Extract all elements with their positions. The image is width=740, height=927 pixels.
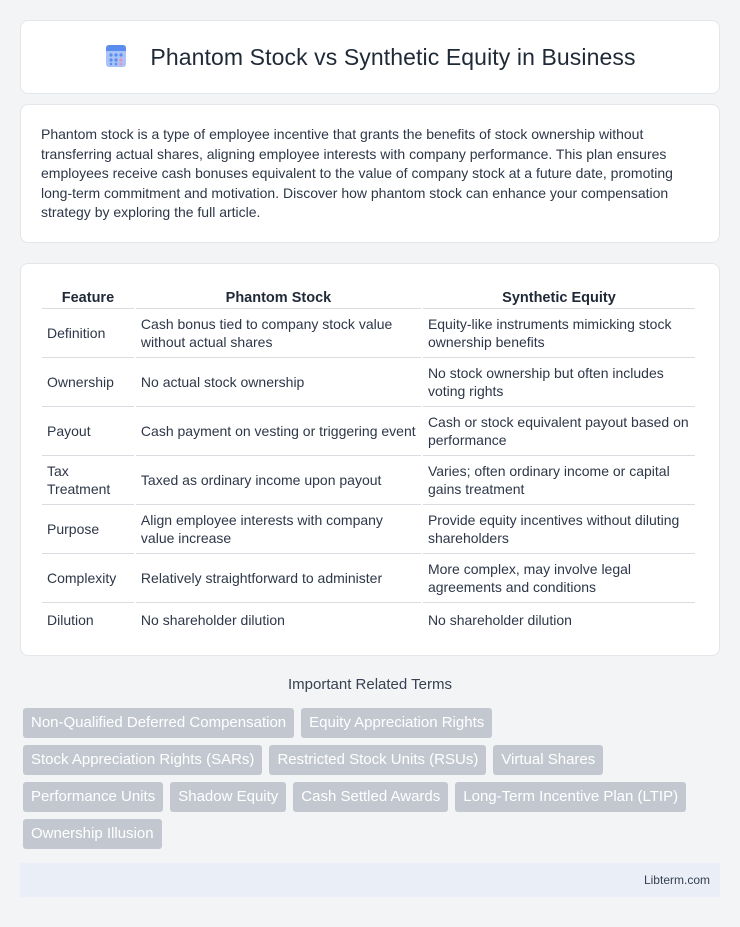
related-term-tag[interactable]: Cash Settled Awards [293,782,448,812]
phantom-cell: Taxed as ordinary income upon payout [136,456,421,505]
feature-cell: Purpose [42,505,134,554]
intro-card [20,104,720,243]
related-term-tag[interactable]: Shadow Equity [170,782,286,812]
table-row [42,554,695,603]
synthetic-cell: No shareholder dilution [427,612,572,628]
related-term-tag[interactable]: Long-Term Incentive Plan (LTIP) [455,782,686,812]
feature-cell: Definition [42,309,134,358]
header-feature: Feature [42,284,134,309]
table-row [42,407,695,456]
related-term-tag[interactable]: Non-Qualified Deferred Compensation [23,708,294,738]
phantom-cell: Align employee interests with company value increase [136,505,421,554]
related-term-tag[interactable]: Performance Units [23,782,163,812]
table-row [42,603,695,635]
related-term-tag[interactable]: Stock Appreciation Rights (SARs) [23,745,262,775]
phantom-cell: No shareholder dilution [140,612,285,628]
page-title: Phantom Stock vs Synthetic Equity in Business [150,43,636,70]
synthetic-cell: Varies; often ordinary income or capital gains treatment [423,456,695,505]
synthetic-cell: Cash or stock equivalent payout based on performance [423,407,695,456]
synthetic-cell: More complex, may involve legal agreements and conditions [423,554,695,603]
related-term-tag[interactable]: Equity Appreciation Rights [301,708,492,738]
synthetic-cell: Provide equity incentives without diluting shareholders [423,505,695,554]
table-row [42,505,695,554]
table-row [42,309,695,358]
intro-paragraph: Phantom stock is a type of employee incentive that grants the benefits of stock ownership without transferring actual shares, aligning employee interests with company performance. This plan ensures employees receive cash bonuses equivalent to the value of company stock at a future date, promoting long-term commitment and motivation. Discover how phantom stock can enhance your compensation strategy by exploring the full article. [41,126,673,221]
feature-cell: Payout [42,407,134,456]
header-phantom-stock: Phantom Stock [136,284,421,309]
phantom-cell: Cash bonus tied to company stock value without actual shares [136,309,421,358]
title-card [20,20,720,94]
related-term-tag[interactable]: Virtual Shares [493,745,603,775]
synthetic-cell: No stock ownership but often includes voting rights [423,358,695,407]
related-terms-title: Important Related Terms [288,676,452,693]
feature-cell: Dilution [47,612,94,628]
header-synthetic-equity: Synthetic Equity [423,284,695,309]
phantom-cell: Relatively straightforward to administer [136,554,421,603]
phantom-cell: No actual stock ownership [136,358,421,407]
comparison-card [20,263,720,656]
related-terms-list [23,708,723,856]
related-term-tag[interactable]: Ownership Illusion [23,819,162,849]
feature-cell: Ownership [42,358,134,407]
table-row [42,358,695,407]
table-header-row [42,284,695,309]
calculator-icon [104,44,128,68]
synthetic-cell: Equity-like instruments mimicking stock ownership benefits [423,309,695,358]
comparison-table [40,284,697,635]
related-term-tag[interactable]: Restricted Stock Units (RSUs) [269,745,486,775]
table-row [42,456,695,505]
feature-cell: Complexity [42,554,134,603]
footer-site-link[interactable]: Libterm.com [643,873,710,887]
phantom-cell: Cash payment on vesting or triggering event [136,407,421,456]
footer [20,863,720,897]
feature-cell: Tax Treatment [42,456,134,505]
